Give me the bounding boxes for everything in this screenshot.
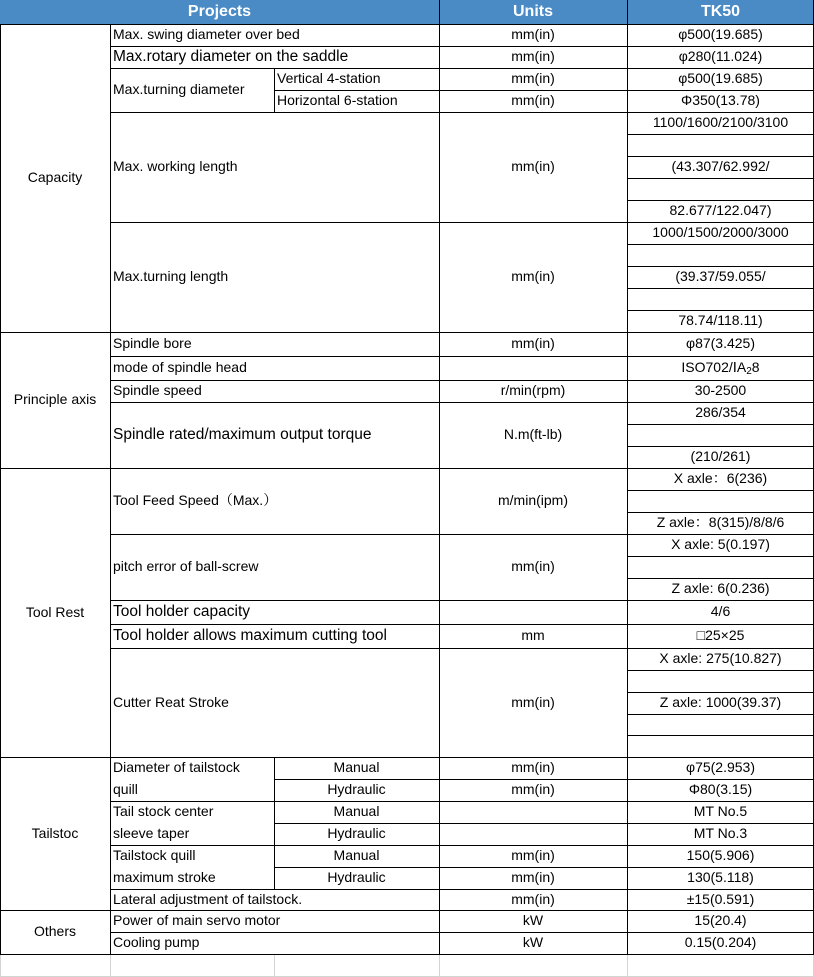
spindle-head-main: ISO702/ⅠA	[681, 359, 747, 376]
item-main-servo-motor: Power of main servo motor	[113, 912, 281, 929]
value-cooling-pump: 0.15(0.204)	[684, 934, 757, 951]
value-tool-holder-max-tool: □25×25	[696, 627, 745, 644]
value-working-length-2: (43.307/62.992/	[671, 158, 770, 175]
unit-lateral-adjustment: mm(in)	[511, 890, 555, 907]
item-quill-diameter-line1: Diameter of tailstock	[113, 759, 240, 776]
grid-line	[627, 288, 814, 289]
value-spindle-head	[627, 356, 814, 380]
item-spindle-bore: Spindle bore	[113, 335, 192, 352]
item-spindle-torque: Spindle rated/maximum output torque	[113, 426, 372, 444]
grid-line	[627, 244, 814, 245]
label-center-taper-manual: Manual	[333, 803, 380, 820]
grid-line	[627, 134, 814, 135]
group-tool-rest: Tool Rest	[25, 603, 85, 620]
label-quill-stroke-manual: Manual	[333, 847, 380, 864]
value-quill-stroke-hydraulic: 130(5.118)	[687, 869, 754, 886]
grid-line	[0, 955, 1, 977]
unit-quill-stroke-hydraulic: mm(in)	[511, 869, 555, 886]
item-pitch-error: pitch error of ball-screw	[113, 558, 259, 575]
value-turning-length-1: 1000/1500/2000/3000	[652, 224, 789, 241]
unit-rotary-diameter: mm(in)	[511, 48, 555, 65]
grid-line	[627, 955, 628, 977]
grid-line	[110, 955, 111, 977]
unit-cutter-stroke: mm(in)	[511, 693, 555, 710]
unit-turning-diameter-horizontal: mm(in)	[511, 92, 555, 109]
item-tool-holder-max-tool: Tool holder allows maximum cutting tool	[113, 627, 387, 645]
unit-cooling-pump: kW	[522, 934, 544, 951]
item-turning-length: Max.turning length	[113, 268, 229, 285]
item-working-length: Max. working length	[113, 158, 238, 175]
grid-line	[627, 670, 814, 671]
item-cooling-pump: Cooling pump	[113, 934, 200, 951]
value-turning-diameter-vertical: φ500(19.685)	[678, 70, 763, 87]
unit-spindle-bore: mm(in)	[511, 335, 555, 352]
grid-line	[274, 955, 275, 977]
value-working-length-3: 82.677/122.047)	[669, 202, 772, 219]
item-tool-holder-capacity: Tool holder capacity	[113, 603, 250, 621]
grid-line	[439, 955, 440, 977]
unit-turning-length: mm(in)	[511, 268, 555, 285]
group-capacity: Capacity	[27, 169, 83, 186]
item-quill-diameter-line2: quill	[113, 781, 138, 798]
unit-quill-diameter-hydraulic: mm(in)	[511, 781, 555, 798]
item-quill-stroke-line1: Tailstock quill	[113, 847, 196, 864]
label-quill-diameter-hydraulic: Hydraulic	[327, 781, 386, 798]
unit-spindle-torque: N.m(ft-lb)	[503, 426, 563, 443]
value-cutter-stroke-x: X axle: 275(10.827)	[659, 650, 782, 667]
grid-line	[0, 954, 814, 955]
unit-quill-stroke-manual: mm(in)	[511, 847, 555, 864]
value-spindle-bore: φ87(3.425)	[685, 335, 755, 352]
value-pitch-error-x: X axle: 5(0.197)	[671, 536, 770, 553]
unit-working-length: mm(in)	[511, 158, 555, 175]
value-spindle-torque-1: 286/354	[695, 404, 746, 421]
value-rotary-diameter: φ280(11.024)	[678, 48, 763, 65]
value-spindle-torque-2: (210/261)	[690, 448, 751, 465]
value-tool-holder-capacity: 4/6	[710, 603, 731, 620]
header-projects: Projects	[187, 3, 252, 21]
header-model: TK50	[700, 3, 741, 21]
item-swing-diameter: Max. swing diameter over bed	[113, 26, 300, 43]
value-quill-diameter-manual: φ75(2.953)	[685, 759, 755, 776]
item-rotary-diameter: Max.rotary diameter on the saddle	[113, 48, 349, 66]
grid-line	[627, 714, 814, 715]
value-lateral-adjustment: ±15(0.591)	[686, 890, 755, 907]
value-quill-diameter-hydraulic: Φ80(3.15)	[688, 781, 753, 798]
grid-line	[627, 735, 814, 736]
item-center-taper-line2: sleeve taper	[113, 825, 190, 842]
value-spindle-speed: 30-2500	[694, 382, 747, 399]
unit-main-servo-motor: kW	[522, 912, 544, 929]
unit-tool-holder-max-tool: mm	[521, 627, 545, 644]
value-main-servo-motor: 15(20.4)	[694, 912, 747, 929]
unit-turning-diameter-vertical: mm(in)	[511, 70, 555, 87]
grid-line	[627, 490, 814, 491]
unit-spindle-speed: r/min(rpm)	[500, 382, 566, 399]
item-center-taper-line1: Tail stock center	[113, 803, 214, 820]
item-turning-diameter: Max.turning diameter	[113, 81, 245, 98]
value-center-taper-hydraulic: MT No.3	[693, 825, 748, 842]
grid-line	[627, 556, 814, 557]
value-turning-length-3: 78.74/118.11)	[678, 312, 763, 329]
item-spindle-head: mode of spindle head	[113, 359, 247, 376]
label-horizontal-6-station: Horizontal 6-station	[277, 92, 398, 109]
unit-pitch-error: mm(in)	[511, 558, 555, 575]
label-quill-stroke-hydraulic: Hydraulic	[327, 869, 386, 886]
value-center-taper-manual: MT No.5	[693, 803, 748, 820]
label-center-taper-hydraulic: Hydraulic	[327, 825, 386, 842]
value-pitch-error-z: Z axle: 6(0.236)	[671, 580, 770, 597]
value-swing-diameter: φ500(19.685)	[678, 26, 763, 43]
group-principle-axis: Principle axis	[13, 391, 97, 408]
value-turning-diameter-horizontal: Φ350(13.78)	[681, 92, 760, 109]
value-tool-feed-speed-z: Z axle：8(315)/8/8/6	[656, 514, 785, 531]
spindle-head-subscript: 2	[746, 365, 752, 377]
unit-quill-diameter-manual: mm(in)	[511, 759, 555, 776]
item-quill-stroke-line2: maximum stroke	[113, 869, 216, 886]
group-others: Others	[33, 923, 76, 940]
item-tool-feed-speed: Tool Feed Speed（Max.）	[113, 492, 278, 509]
value-turning-length-2: (39.37/59.055/	[675, 268, 766, 285]
grid-line	[627, 424, 814, 425]
group-tailstock: Tailstoc	[31, 824, 79, 841]
spindle-head-end: 8	[751, 359, 760, 376]
item-lateral-adjustment: Lateral adjustment of tailstock.	[113, 890, 303, 907]
value-tool-feed-speed-x: X axle：6(236)	[673, 470, 768, 487]
value-cutter-stroke-z: Z axle: 1000(39.37)	[659, 694, 782, 711]
item-cutter-stroke: Cutter Reat Stroke	[113, 693, 229, 710]
label-vertical-4-station: Vertical 4-station	[277, 70, 381, 87]
header-units: Units	[513, 3, 553, 21]
item-spindle-speed: Spindle speed	[113, 382, 202, 399]
value-quill-stroke-manual: 150(5.906)	[686, 847, 755, 864]
value-working-length-1: 1100/1600/2100/3100	[652, 114, 789, 131]
grid-line	[627, 178, 814, 179]
unit-swing-diameter: mm(in)	[511, 26, 555, 43]
label-quill-diameter-manual: Manual	[333, 759, 380, 776]
unit-tool-feed-speed: m/min(ipm)	[498, 492, 568, 509]
